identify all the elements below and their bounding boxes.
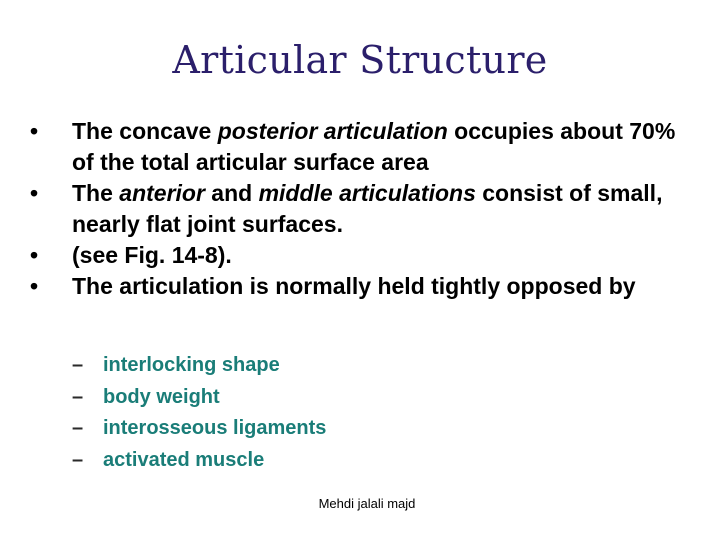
sub-bullet-list bbox=[72, 350, 326, 476]
bullet-text: The concave bbox=[72, 118, 218, 144]
sub-bullet-item bbox=[72, 350, 326, 382]
bullet-emphasis: posterior articulation bbox=[217, 118, 448, 144]
bullet-text: occupies about 70% of the total articular surface area bbox=[72, 118, 676, 175]
sub-bullet-item bbox=[72, 382, 326, 414]
sub-bullet-text: interlocking shape bbox=[103, 354, 280, 376]
bullet-text: and bbox=[204, 180, 259, 206]
bullet-item bbox=[30, 178, 690, 240]
bullet-text: (see Fig. 14-8). bbox=[72, 242, 232, 268]
dash-icon: – bbox=[72, 354, 84, 376]
bullet-item bbox=[30, 271, 690, 302]
bullet-emphasis: middle articulations bbox=[258, 180, 476, 206]
sub-bullet-item bbox=[72, 413, 326, 445]
dash-icon: – bbox=[72, 448, 84, 471]
sub-bullet-text: interosseous ligaments bbox=[103, 417, 327, 439]
bullet-item bbox=[30, 240, 690, 271]
bullet-dot-icon: • bbox=[30, 180, 39, 206]
slide-title: Articular Structure bbox=[172, 38, 548, 82]
sub-bullet-text: body weight bbox=[103, 385, 220, 408]
bullet-dot-icon: • bbox=[30, 273, 39, 299]
slide-footer: Mehdi jalali majd bbox=[318, 496, 416, 511]
bullet-text: consist of small, nearly flat joint surfaces. bbox=[72, 180, 663, 237]
dash-icon: – bbox=[72, 385, 84, 408]
bullet-dot-icon: • bbox=[30, 118, 39, 144]
bullet-text: The articulation is normally held tightly opposed by bbox=[72, 273, 636, 299]
sub-bullet-item bbox=[72, 445, 326, 477]
bullet-text: The bbox=[72, 180, 120, 206]
bullet-emphasis: anterior bbox=[119, 180, 205, 206]
bullet-item bbox=[30, 116, 690, 178]
sub-bullet-text: activated muscle bbox=[103, 448, 265, 471]
bullet-dot-icon: • bbox=[30, 242, 39, 268]
dash-icon: – bbox=[72, 417, 84, 439]
bullet-list bbox=[30, 116, 690, 302]
